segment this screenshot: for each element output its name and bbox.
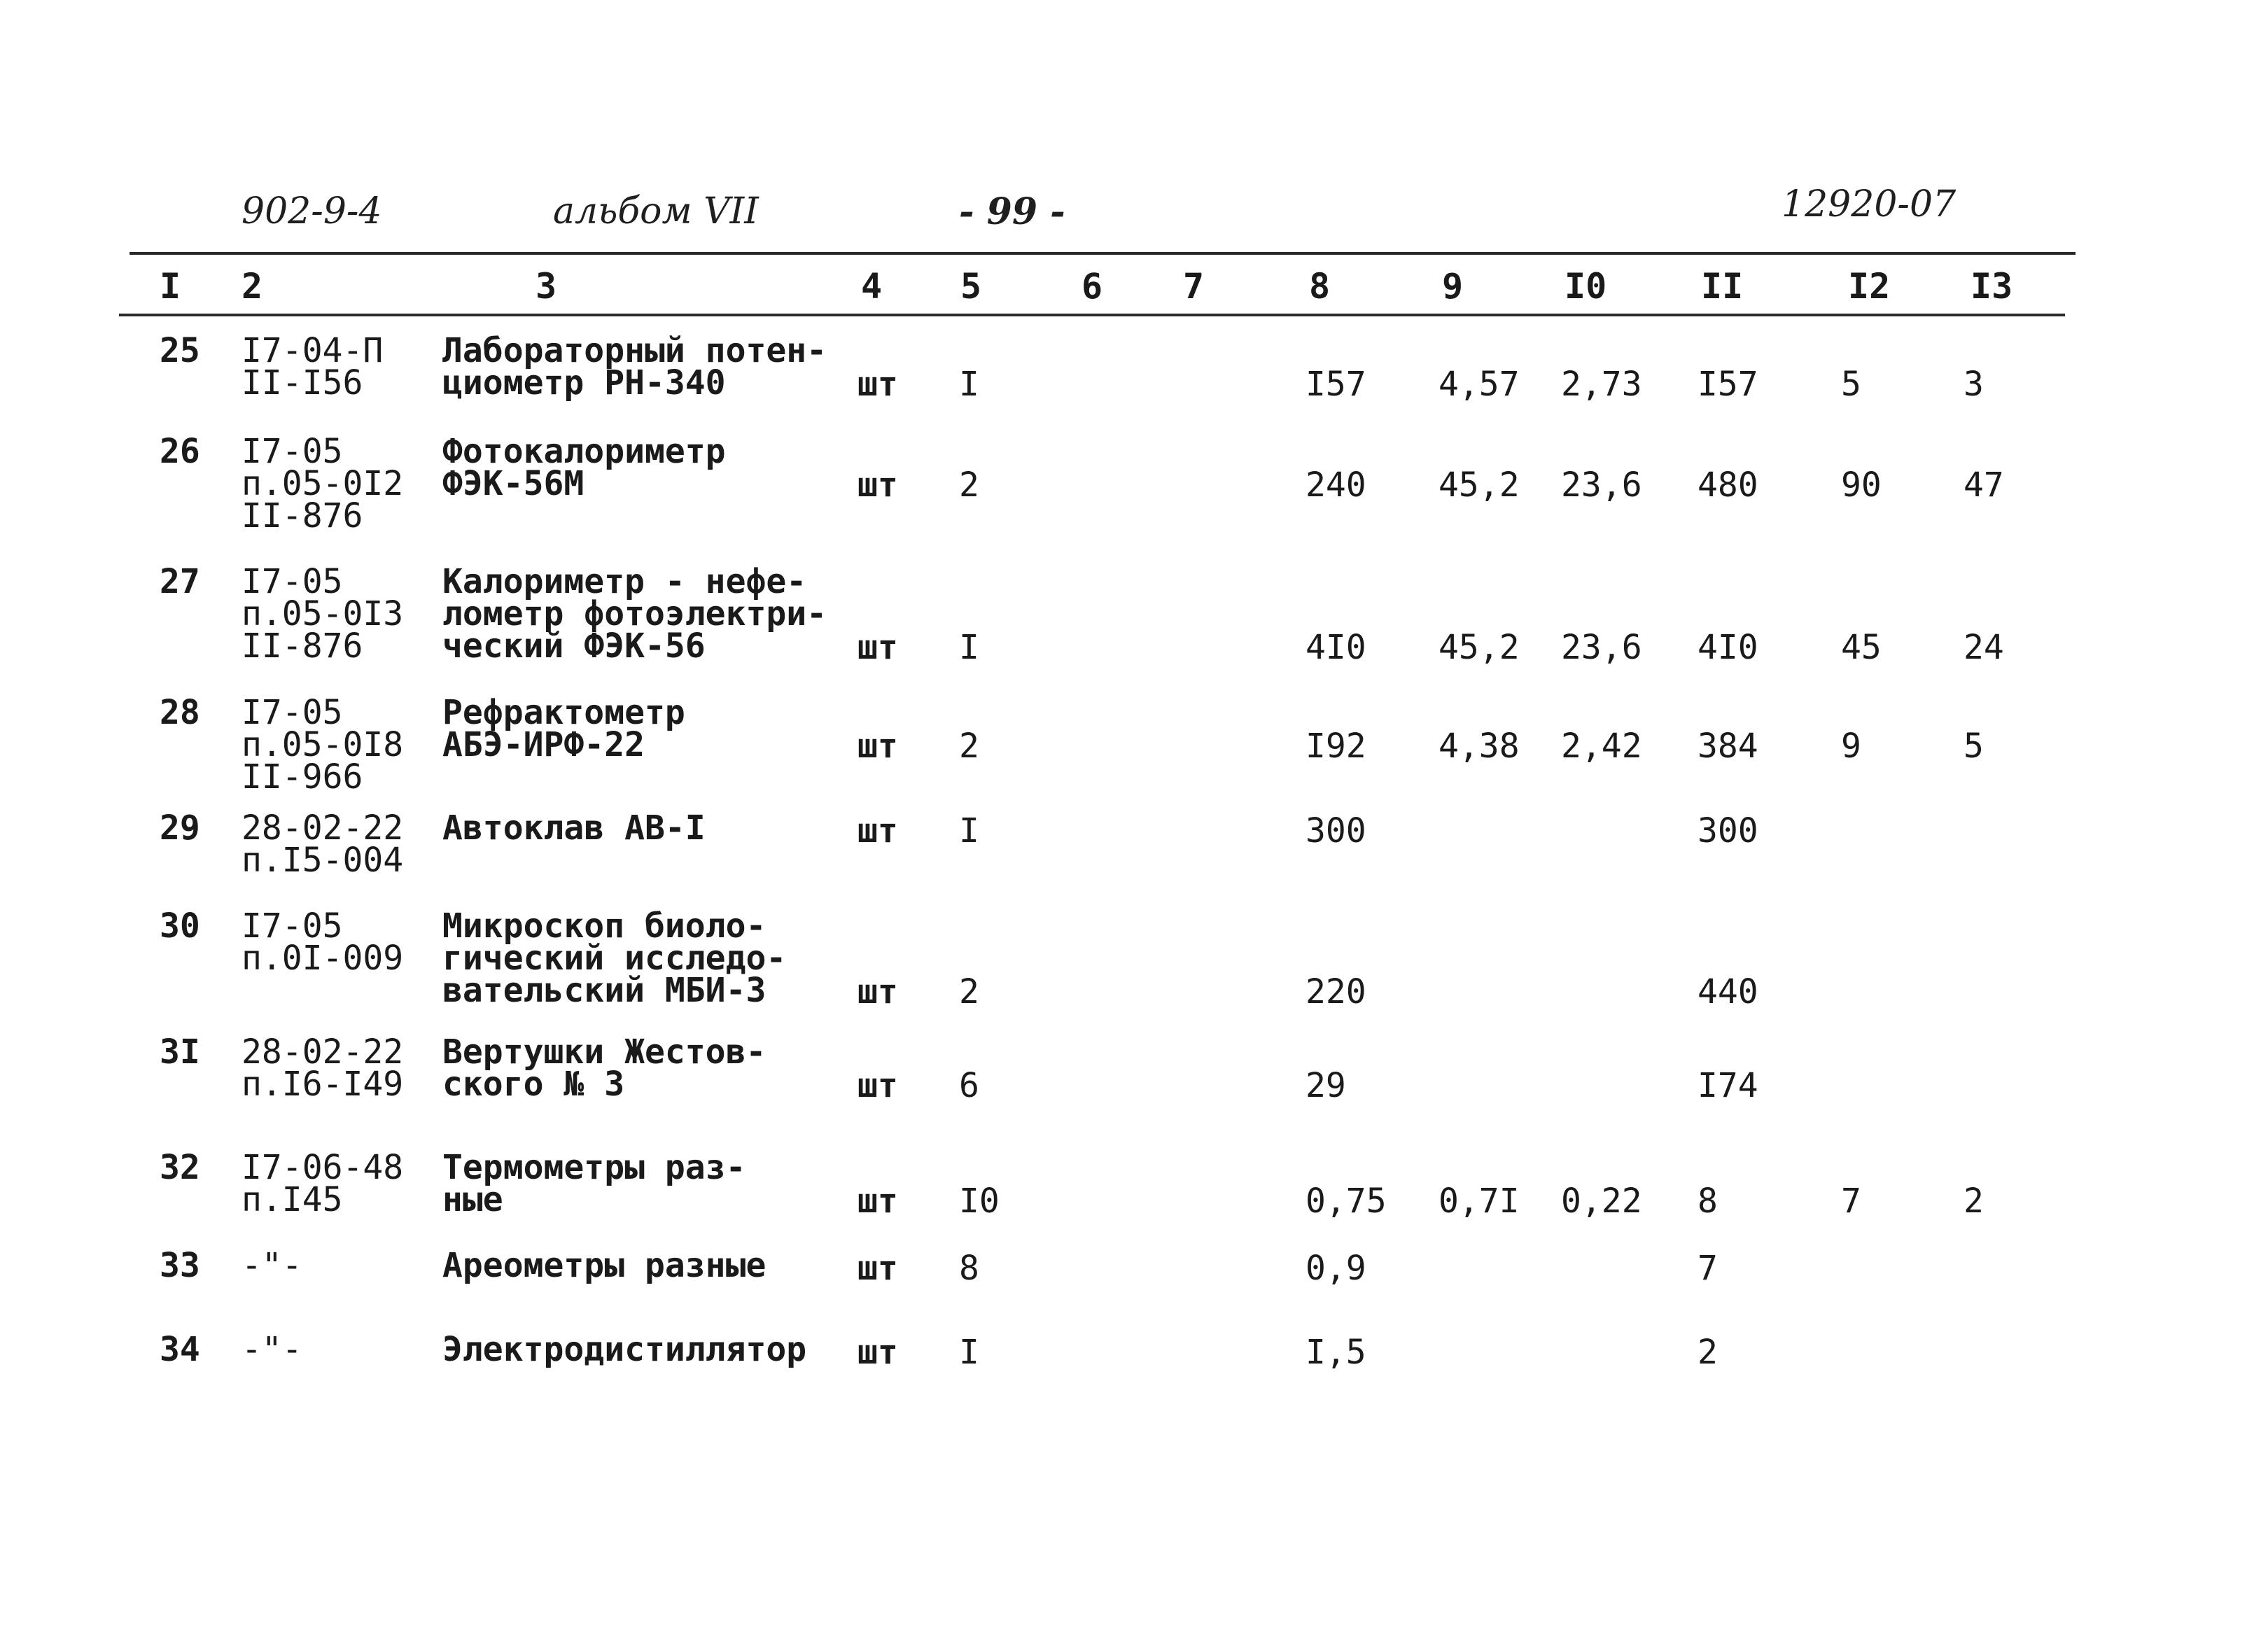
reference-code: I7-05 п.05-0I8 II-966 — [241, 693, 404, 797]
cell-c11: I74 — [1698, 1066, 1758, 1105]
cell-c11: 384 — [1698, 727, 1758, 766]
cell-qty: 2 — [959, 727, 979, 766]
cell-c12: 7 — [1841, 1182, 1861, 1221]
item-name: Рефрактометр АБЭ-ИРФ-22 — [442, 693, 685, 764]
cell-qty: I — [959, 365, 979, 404]
column-number: 8 — [1309, 266, 1331, 307]
cell-c10: 23,6 — [1561, 465, 1642, 505]
column-number: I3 — [1970, 266, 2013, 307]
cell-c11: I57 — [1698, 365, 1758, 404]
document-number: 12920-07 — [1782, 183, 1956, 225]
reference-code: I7-05 п.05-0I3 II-876 — [241, 562, 404, 666]
column-number: I2 — [1848, 266, 1891, 307]
page-number: - 99 - — [959, 190, 1065, 233]
row-number: 26 — [160, 432, 200, 471]
cell-c11: 2 — [1698, 1333, 1718, 1372]
item-name: Электродистиллятор — [442, 1330, 807, 1369]
item-name: Термометры раз- ные — [442, 1148, 746, 1219]
reference-code: 28-02-22 п.I5-004 — [241, 808, 404, 880]
row-number: 34 — [160, 1330, 200, 1369]
cell-c11: 7 — [1698, 1249, 1718, 1288]
cell-c8: 220 — [1306, 972, 1366, 1011]
column-number: 6 — [1082, 266, 1103, 307]
cell-qty: 6 — [959, 1066, 979, 1105]
column-number: 5 — [960, 266, 982, 307]
row-number: 3I — [160, 1032, 200, 1072]
cell-c11: 4I0 — [1698, 628, 1758, 667]
cell-unit: шт — [858, 1182, 898, 1221]
column-header-rule — [119, 314, 2065, 316]
item-name: Ареометры разные — [442, 1246, 766, 1285]
cell-c11: 440 — [1698, 972, 1758, 1011]
cell-c8: 300 — [1306, 811, 1366, 850]
cell-c13: 3 — [1963, 365, 1984, 404]
cell-qty: I0 — [959, 1182, 1000, 1221]
cell-c11: 300 — [1698, 811, 1758, 850]
column-number: 3 — [536, 266, 557, 307]
cell-c8: 240 — [1306, 465, 1366, 505]
column-number: 4 — [861, 266, 883, 307]
row-number: 33 — [160, 1246, 200, 1285]
cell-c10: 2,73 — [1561, 365, 1642, 404]
cell-c9: 4,38 — [1438, 727, 1520, 766]
cell-unit: шт — [858, 727, 898, 766]
cell-c9: 45,2 — [1438, 465, 1520, 505]
reference-code: 28-02-22 п.I6-I49 — [241, 1032, 404, 1104]
cell-c9: 45,2 — [1438, 628, 1520, 667]
cell-c8: 0,75 — [1306, 1182, 1387, 1221]
cell-c10: 2,42 — [1561, 727, 1642, 766]
cell-c11: 480 — [1698, 465, 1758, 505]
cell-unit: шт — [858, 365, 898, 404]
cell-c8: I,5 — [1306, 1333, 1366, 1372]
cell-c13: 24 — [1963, 628, 2004, 667]
album-label: альбом VII — [553, 190, 759, 232]
reference-code: -"- — [241, 1330, 302, 1369]
document-code: 902-9-4 — [241, 190, 382, 232]
cell-c13: 5 — [1963, 727, 1984, 766]
cell-c8: 4I0 — [1306, 628, 1366, 667]
reference-code: -"- — [241, 1246, 302, 1285]
row-number: 27 — [160, 562, 200, 601]
item-name: Вертушки Жестов- ского № 3 — [442, 1032, 766, 1104]
cell-unit: шт — [858, 1333, 898, 1372]
row-number: 30 — [160, 906, 200, 946]
cell-c11: 8 — [1698, 1182, 1718, 1221]
cell-c9: 0,7I — [1438, 1182, 1520, 1221]
cell-qty: I — [959, 1333, 979, 1372]
cell-qty: 2 — [959, 465, 979, 505]
cell-c12: 9 — [1841, 727, 1861, 766]
cell-c10: 0,22 — [1561, 1182, 1642, 1221]
column-number: II — [1701, 266, 1744, 307]
reference-code: I7-05 п.05-0I2 II-876 — [241, 432, 404, 535]
cell-c13: 47 — [1963, 465, 2004, 505]
cell-unit: шт — [858, 1249, 898, 1288]
cell-c8: I57 — [1306, 365, 1366, 404]
cell-c8: 29 — [1306, 1066, 1346, 1105]
cell-c8: I92 — [1306, 727, 1366, 766]
cell-qty: I — [959, 811, 979, 850]
item-name: Автоклав АВ-I — [442, 808, 706, 848]
column-number: 2 — [241, 266, 263, 307]
header-top-rule — [130, 252, 2076, 255]
row-number: 32 — [160, 1148, 200, 1187]
item-name: Микроскоп биоло- гический исследо- вательский МБИ-3 — [442, 906, 787, 1010]
cell-qty: 2 — [959, 972, 979, 1011]
cell-c12: 90 — [1841, 465, 1882, 505]
row-number: 29 — [160, 808, 200, 848]
cell-c12: 45 — [1841, 628, 1882, 667]
cell-c12: 5 — [1841, 365, 1861, 404]
reference-code: I7-05 п.0I-009 — [241, 906, 404, 978]
reference-code: I7-04-П II-I56 — [241, 331, 384, 402]
cell-qty: 8 — [959, 1249, 979, 1288]
row-number: 28 — [160, 693, 200, 732]
item-name: Фотокалориметр ФЭК-56М — [442, 432, 726, 503]
cell-c8: 0,9 — [1306, 1249, 1366, 1288]
cell-c13: 2 — [1963, 1182, 1984, 1221]
item-name: Лабораторный потен- циометр РН-340 — [442, 331, 827, 402]
cell-c9: 4,57 — [1438, 365, 1520, 404]
cell-unit: шт — [858, 465, 898, 505]
column-number: 9 — [1442, 266, 1464, 307]
row-number: 25 — [160, 331, 200, 370]
cell-c10: 23,6 — [1561, 628, 1642, 667]
cell-qty: I — [959, 628, 979, 667]
cell-unit: шт — [858, 811, 898, 850]
item-name: Калориметр - нефе- лометр фотоэлектри- ческий ФЭК-56 — [442, 562, 827, 666]
cell-unit: шт — [858, 1066, 898, 1105]
cell-unit: шт — [858, 628, 898, 667]
column-number: I — [160, 266, 181, 307]
column-number: I0 — [1564, 266, 1607, 307]
cell-unit: шт — [858, 972, 898, 1011]
column-number: 7 — [1183, 266, 1205, 307]
reference-code: I7-06-48 п.I45 — [241, 1148, 404, 1219]
